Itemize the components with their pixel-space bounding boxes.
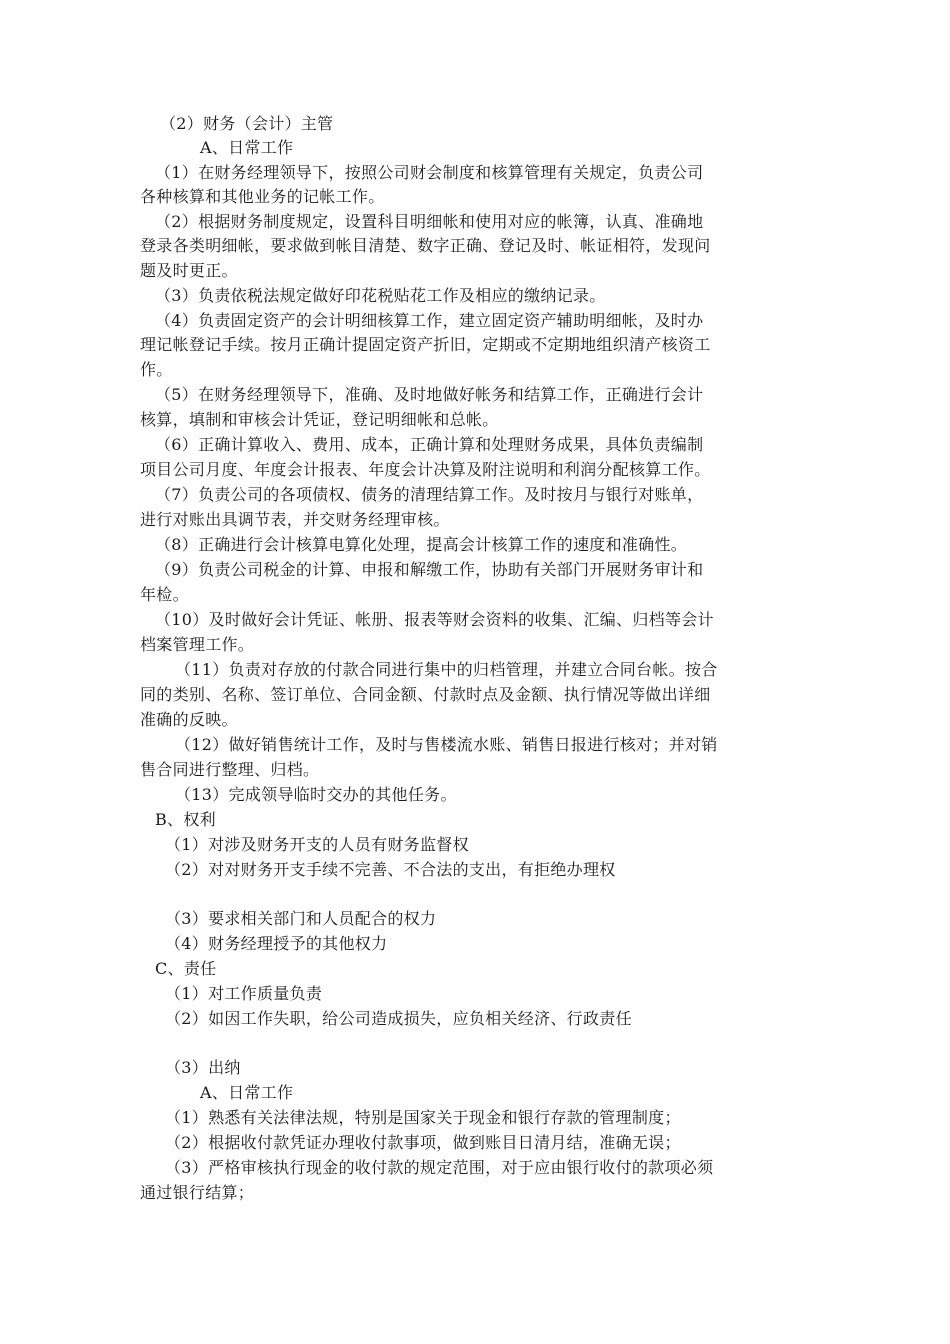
paragraph-line: （1）对工作质量负责 (165, 984, 323, 1003)
paragraph-line: （4）负责固定资产的会计明细核算工作，建立固定资产辅助明细帐，及时办 (155, 311, 704, 330)
paragraph-line: 登录各类明细帐，要求做到帐目清楚、数字正确、登记及时、帐证相符，发现问 (140, 236, 711, 255)
paragraph-line: （8）正确进行会计核算电算化处理，提高会计核算工作的速度和准确性。 (155, 535, 688, 554)
subsection-heading: A、日常工作 (200, 138, 294, 157)
section-heading: （2）财务（会计）主管 (160, 114, 334, 133)
paragraph-line: （3）严格审核执行现金的收付款的规定范围，对于应由银行收付的款项必须 (165, 1158, 714, 1177)
paragraph-line: 通过银行结算； (140, 1183, 255, 1202)
subsection-heading: B、权利 (155, 810, 216, 829)
paragraph-line: 各种核算和其他业务的记帐工作。 (140, 187, 385, 206)
paragraph-line: （11）负责对存放的付款合同进行集中的归档管理，并建立合同台帐。按合 (175, 660, 718, 679)
paragraph-line: （13）完成领导临时交办的其他任务。 (175, 785, 457, 804)
paragraph-line: 题及时更正。 (140, 261, 238, 280)
paragraph-line: 理记帐登记手续。按月正确计提固定资产折旧，定期或不定期地组织清产核资工 (140, 335, 711, 354)
paragraph-line: （12）做好销售统计工作，及时与售楼流水账、销售日报进行核对；并对销 (175, 735, 718, 754)
paragraph-line: （6）正确计算收入、费用、成本，正确计算和处理财务成果，具体负责编制 (155, 435, 704, 454)
paragraph-line: （4）财务经理授予的其他权力 (165, 934, 388, 953)
paragraph-line: （2）对对财务开支手续不完善、不合法的支出，有拒绝办理权 (165, 860, 616, 879)
paragraph-line: （3）要求相关部门和人员配合的权力 (165, 909, 437, 928)
paragraph-line: 进行对账出具调节表，并交财务经理审核。 (140, 510, 450, 529)
paragraph-line: 同的类别、名称、签订单位、合同金额、付款时点及金额、执行情况等做出详细 (140, 685, 711, 704)
paragraph-line: 项目公司月度、年度会计报表、年度会计决算及附注说明和利润分配核算工作。 (140, 460, 711, 479)
paragraph-line: （5）在财务经理领导下，准确、及时地做好帐务和结算工作，正确进行会计 (155, 385, 704, 404)
paragraph-line: 准确的反映。 (140, 710, 238, 729)
paragraph-line: （2）如因工作失职，给公司造成损失，应负相关经济、行政责任 (165, 1009, 632, 1028)
paragraph-line: 档案管理工作。 (140, 635, 255, 654)
paragraph-line: 售合同进行整理、归档。 (140, 760, 320, 779)
paragraph-line: （10）及时做好会计凭证、帐册、报表等财会资料的收集、汇编、归档等会计 (155, 610, 714, 629)
paragraph-line: （3）负责依税法规定做好印花税贴花工作及相应的缴纳记录。 (155, 286, 606, 305)
paragraph-line: （9）负责公司税金的计算、申报和解缴工作，协助有关部门开展财务审计和 (155, 560, 704, 579)
subsection-heading: A、日常工作 (200, 1083, 294, 1102)
paragraph-line: （7）负责公司的各项债权、债务的清理结算工作。及时按月与银行对账单， (155, 485, 704, 504)
paragraph-line: （2）根据财务制度规定，设置科目明细帐和使用对应的帐簿，认真、准确地 (155, 212, 704, 231)
subsection-heading: C、责任 (155, 959, 217, 978)
paragraph-line: 核算，填制和审核会计凭证，登记明细帐和总帐。 (140, 410, 499, 429)
paragraph-line: 年检。 (140, 585, 189, 604)
paragraph-line: 作。 (140, 360, 173, 379)
paragraph-line: （1）对涉及财务开支的人员有财务监督权 (165, 835, 469, 854)
paragraph-line: （2）根据收付款凭证办理收付款事项，做到账目日清月结，准确无误； (165, 1133, 681, 1152)
paragraph-line: （1）熟悉有关法律法规，特别是国家关于现金和银行存款的管理制度； (165, 1108, 681, 1127)
section-heading: （3）出纳 (165, 1058, 241, 1077)
paragraph-line: （1）在财务经理领导下，按照公司财会制度和核算管理有关规定，负责公司 (155, 163, 704, 182)
